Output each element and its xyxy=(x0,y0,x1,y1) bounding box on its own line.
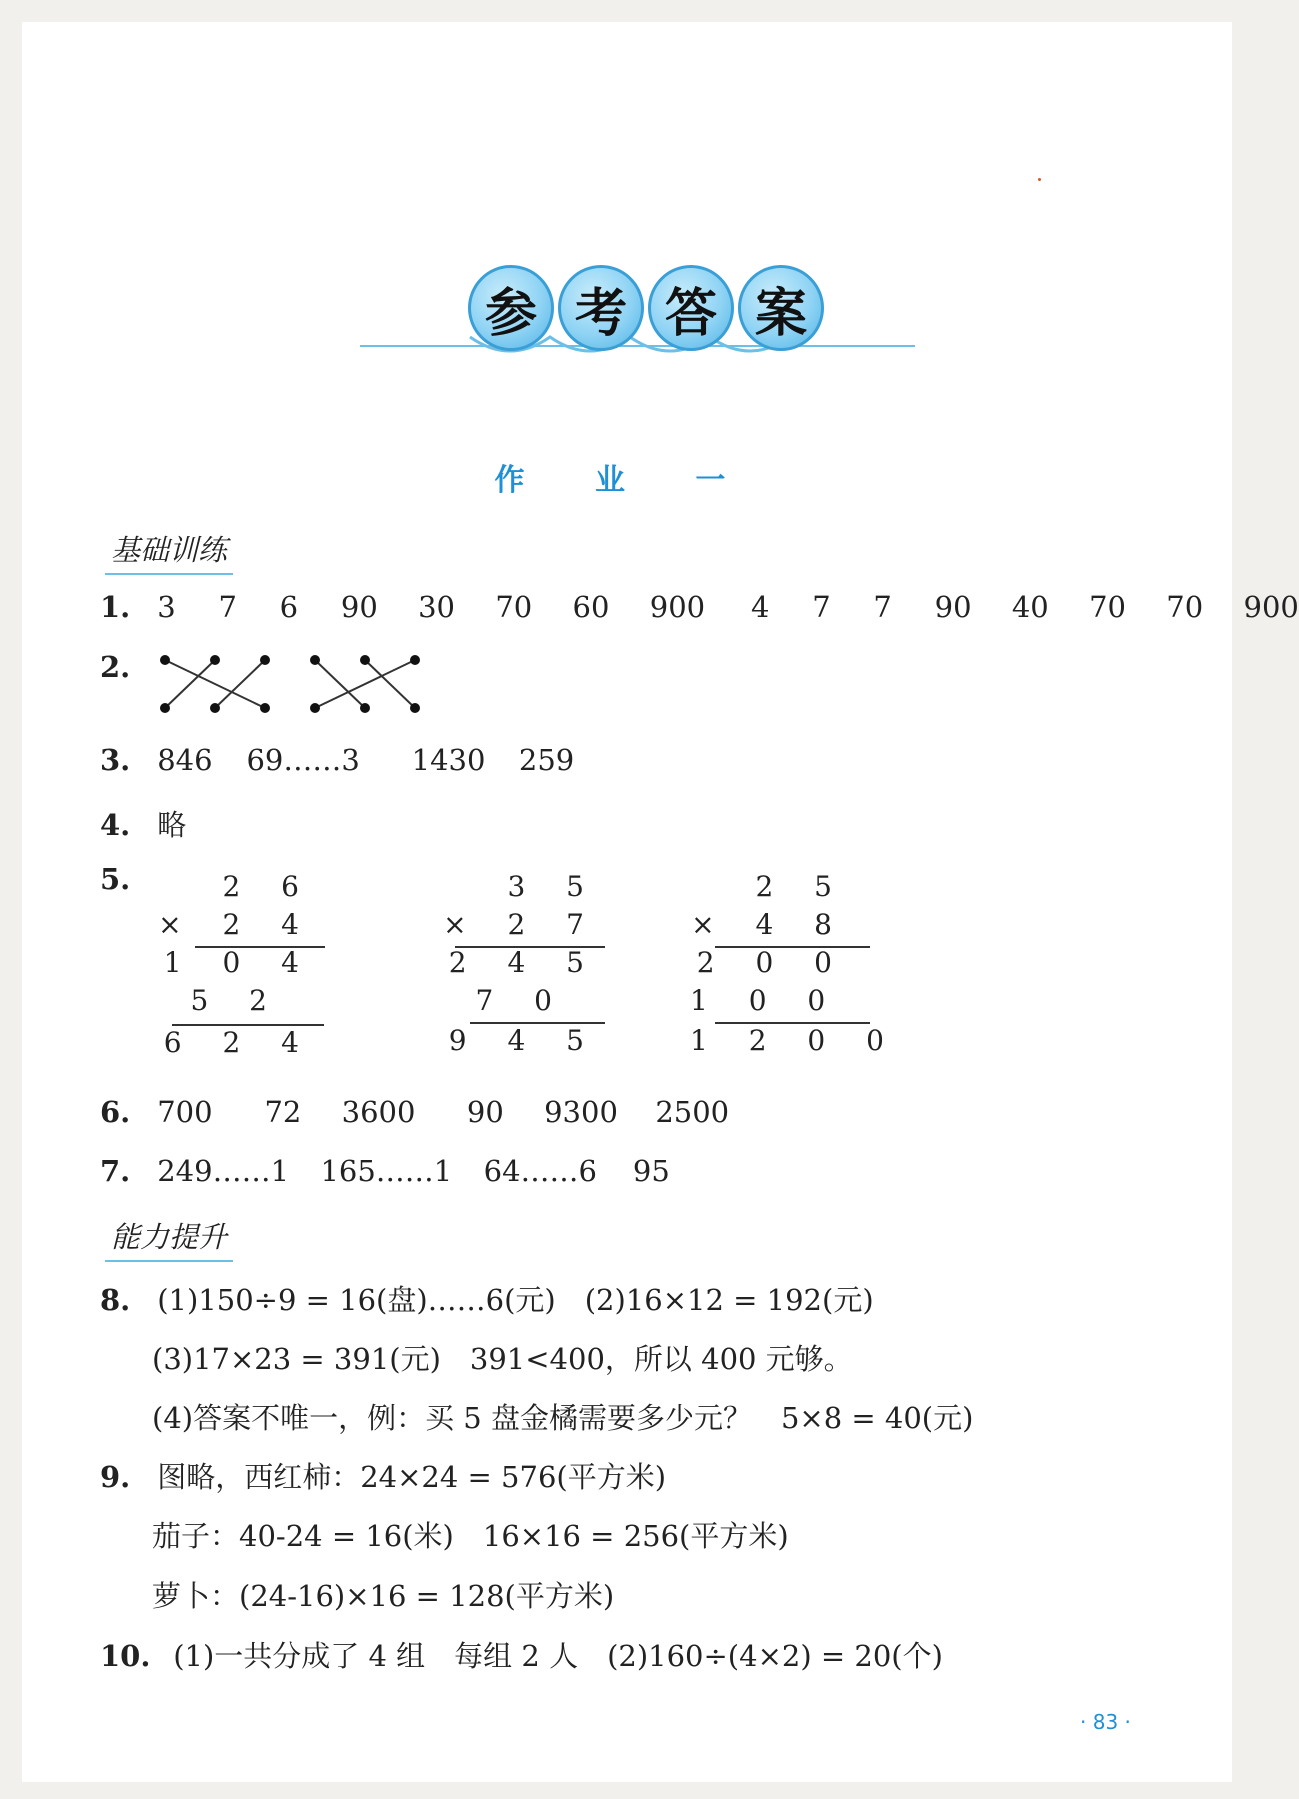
title-char: 案 xyxy=(738,265,824,351)
title-char: 参 xyxy=(468,265,554,351)
answer-value: 7 xyxy=(873,590,892,624)
calc-multiplier: × 2 7 xyxy=(443,908,600,941)
answer-value: 40 xyxy=(1011,590,1049,624)
calc-partial: 2 4 5 xyxy=(448,946,600,979)
answer-value: 9300 xyxy=(544,1095,618,1129)
answer-value: 64……6 xyxy=(483,1154,598,1188)
answer-line: (1)150÷9 = 16(盘)……6(元) (2)16×12 = 192(元) xyxy=(157,1283,874,1317)
answer-value: 1430 xyxy=(411,743,486,777)
answer-line: 图略，西红柿：24×24 = 576(平方米) xyxy=(157,1460,667,1494)
question-number: 10. xyxy=(100,1639,151,1673)
answer-value: 7 xyxy=(812,590,831,624)
question-8 xyxy=(100,1278,874,1319)
answer-value: 4 xyxy=(750,590,770,624)
question-number: 2. xyxy=(100,650,131,684)
answer-line: 萝卜：(24-16)×16 = 128(平方米) xyxy=(152,1579,615,1613)
question-number: 4. xyxy=(100,808,131,842)
calc-multiplier: × 2 4 xyxy=(158,908,315,941)
answer-value: 6 xyxy=(279,590,299,624)
answer-value: 69……3 xyxy=(246,743,360,777)
calc-partial: 7 0 xyxy=(475,984,568,1017)
calc-multiplicand: 2 5 xyxy=(755,870,848,903)
question-number: 7. xyxy=(100,1154,131,1188)
calc-result: 9 4 5 xyxy=(448,1024,600,1057)
answer-value: 846 xyxy=(157,743,213,777)
title-char: 答 xyxy=(648,265,734,351)
answer-value: 249……1 xyxy=(157,1154,290,1188)
answer-value: 259 xyxy=(518,743,575,777)
answer-value: 2500 xyxy=(655,1095,730,1129)
question-1 xyxy=(100,590,1299,624)
question-3 xyxy=(100,743,574,777)
answer-value: 165……1 xyxy=(320,1154,453,1188)
title-banner xyxy=(360,255,915,380)
question-7 xyxy=(100,1154,670,1188)
answer-value: 70 xyxy=(1089,590,1126,624)
answer-value: 90 xyxy=(466,1095,504,1129)
basic-heading: 基础训练 xyxy=(105,528,233,575)
answer-text: 略 xyxy=(157,808,187,842)
answer-value: 30 xyxy=(418,590,455,624)
question-number: 5. xyxy=(100,862,131,896)
ink-dot xyxy=(1038,178,1041,181)
question-number: 1. xyxy=(100,590,131,624)
calc-partial: 5 2 xyxy=(190,984,283,1017)
calc-multiplicand: 2 6 xyxy=(222,870,315,903)
matching-diagram xyxy=(150,650,430,720)
calc-multiplier: × 4 8 xyxy=(691,908,848,941)
calc-multiplicand: 3 5 xyxy=(507,870,600,903)
question-2 xyxy=(100,650,148,684)
answer-value: 3600 xyxy=(341,1095,416,1129)
title xyxy=(468,265,824,351)
answer-value: 60 xyxy=(572,590,610,624)
answer-value: 900 xyxy=(649,590,706,624)
question-9 xyxy=(100,1455,666,1496)
answer-value: 70 xyxy=(1166,590,1204,624)
title-char: 考 xyxy=(558,265,644,351)
calc-partial: 1 0 4 xyxy=(163,946,315,979)
calc-partial: 1 0 0 xyxy=(690,984,842,1017)
answer-line: (1)一共分成了 4 组 每组 2 人 (2)160÷(4×2) = 20(个) xyxy=(173,1639,943,1673)
answer-value: 95 xyxy=(632,1154,670,1188)
question-10 xyxy=(100,1634,943,1675)
section-title: 作 业 一 xyxy=(494,463,756,498)
question-5 xyxy=(100,862,148,896)
answer-value: 7 xyxy=(218,590,237,624)
answer-value: 70 xyxy=(495,590,533,624)
answer-line: (3)17×23 = 391(元) 391<400，所以 400 元够。 xyxy=(152,1342,853,1376)
question-number: 6. xyxy=(100,1095,131,1129)
calc-partial: 2 0 0 xyxy=(696,946,848,979)
answer-value: 90 xyxy=(340,590,378,624)
question-number: 3. xyxy=(100,743,131,777)
calc-result: 1 2 0 0 xyxy=(690,1024,900,1057)
answer-value: 90 xyxy=(934,590,972,624)
question-number: 9. xyxy=(100,1460,131,1494)
calc-result: 6 2 4 xyxy=(163,1026,315,1059)
answer-value: 3 xyxy=(157,590,176,624)
answer-line: (4)答案不唯一，例：买 5 盘金橘需要多少元？ 5×8 = 40(元) xyxy=(152,1401,974,1435)
answer-value: 700 xyxy=(157,1095,213,1129)
question-4 xyxy=(100,803,186,844)
answer-value: 900 xyxy=(1243,590,1299,624)
question-6 xyxy=(100,1095,729,1129)
page-number: · 83 · xyxy=(1080,1710,1131,1734)
advanced-heading: 能力提升 xyxy=(105,1215,233,1262)
answer-value: 72 xyxy=(264,1095,302,1129)
question-number: 8. xyxy=(100,1283,131,1317)
answer-line: 茄子：40-24 = 16(米) 16×16 = 256(平方米) xyxy=(152,1519,789,1553)
